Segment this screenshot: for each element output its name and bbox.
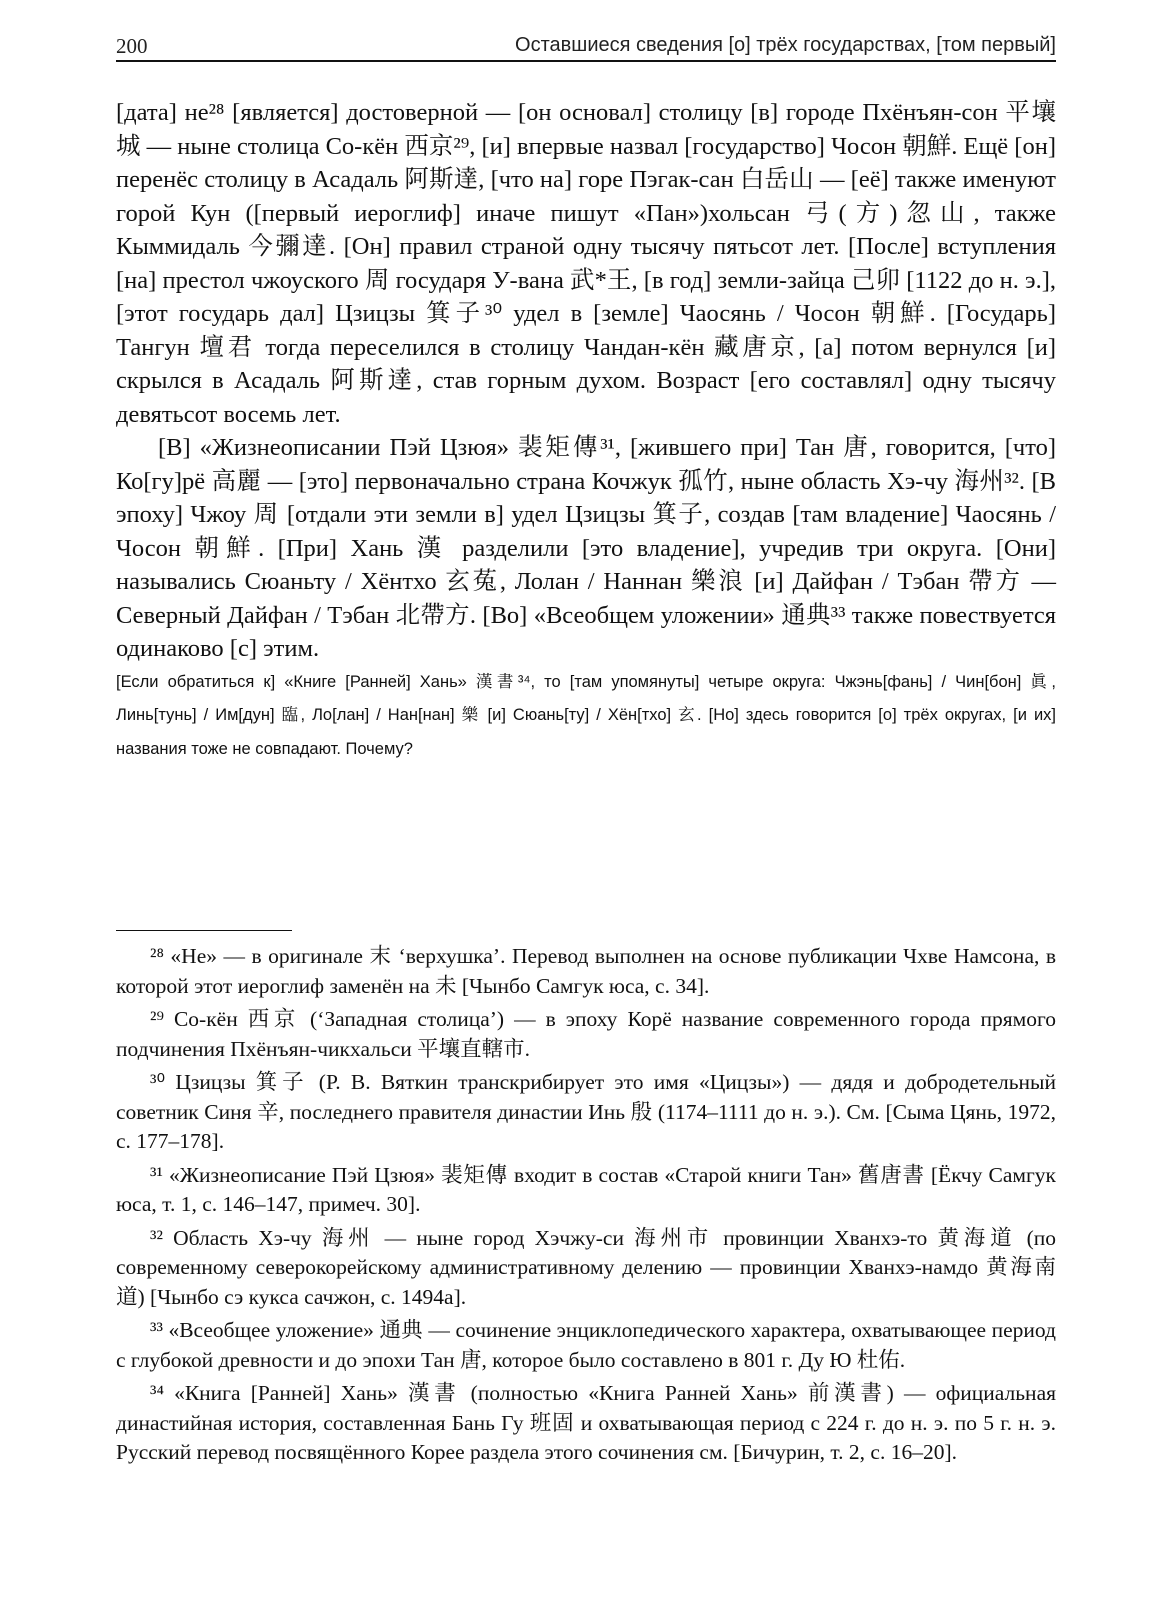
- main-text: [116, 96, 1056, 766]
- paragraph: [В] «Жизнеописании Пэй Цзюя» 裴矩傳³¹, [жившего при] Тан 唐, говорится, [что] Ко[гу]рё 高麗 — [это] первоначально страна Кочжук 孤竹, ныне область Хэ-чу 海州³². [В эпоху] Чжоу 周 [отдали эти земли в] удел Цзицзы 箕子, создав [там владение] Чаосянь / Чосон 朝鮮. [При] Хань 漢 разделили [это владение], учредив три округа. [Они] назывались Сюаньту / Хёнтхо 玄菟, Лолан / Наннан 樂浪 [и] Дайфан / Тэбан 帶方 — Северный Дайфан / Тэбан 北帶方. [Во] «Всеобщем уложении» 通典³³ также повествуется одинаково [с] этим.: [116, 434, 1056, 662]
- footnote-28: ²⁸ «Не» — в оригинале 末 ‘верхушка’. Перевод выполнен на основе публикации Чхве Намсона, в которой этот иероглиф заменён на 未 [Чынбо Самгук юса, с. 34].: [116, 944, 1056, 998]
- footnote-31: ³¹ «Жизнеописание Пэй Цзюя» 裴矩傳 входит в состав «Старой книги Тан» 舊唐書 [Ёкчу Самгук юса, т. 1, с. 146–147, примеч. 30].: [116, 1162, 1056, 1216]
- paragraph: [дата] не²⁸ [является] достоверной — [он основал] столицу [в] городе Пхёнъян-сон 平壤城 — ныне столица Со-кён 西京²⁹, [и] впервые назвал [государство] Чосон 朝鮮. Ещё [он] перенёс столицу в Асадаль 阿斯達, [что на] горе Пэгак-сан 白岳山 — [её] также именуют горой Кун ([первый иероглиф] иначе пишут «Пан»)хольсан 弓(方)忽山, также Кыммидаль 今彌達. [Он] правил страной одну тысячу пятьсот лет. [После] вступления [на] престол чжоуского 周 государя У-вана 武*王, [в год] земли-зайца 己卯 [1122 до н. э.], [этот государь дал] Цзицзы 箕子³⁰ удел в [земле] Чаосянь / Чосон 朝鮮. [Государь] Тангун 壇君 тогда переселился в столицу Чандан-кён 藏唐京, [а] потом вернулся [и] скрылся в Асадаль 阿斯達, став горным духом. Возраст [его составлял] одну тысячу девятьсот восемь лет.: [116, 99, 1056, 428]
- footnotes: [116, 942, 1056, 1472]
- footnote-32: ³² Область Хэ-чу 海州 — ныне город Хэчжу-си 海州市 провинции Хванхэ-то 黄海道 (по современному северокорейскому административному делению — провинции Хванхэ-намдо 黄海南道) [Чынбо сэ кукса сачжон, с. 1494а].: [116, 1225, 1056, 1309]
- footnote-30: ³⁰ Цзицзы 箕子 (Р. В. Вяткин транскрибирует это имя «Цицзы») — дядя и добродетельный советник Синя 辛, последнего правителя династии Инь 殷 (1174–1111 до н. э.). См. [Сыма Цянь, 1972, с. 177–178].: [116, 1070, 1056, 1153]
- footnote-rule: [116, 930, 292, 931]
- footnote-29: ²⁹ Со-кён 西京 (‘Западная столица’) — в эпоху Корё название современного города прямого подчинения Пхёнъян-чикхальси 平壤直轄市.: [116, 1007, 1056, 1061]
- running-title: Оставшиеся сведения [о] трёх государствах, [том первый]: [515, 34, 1056, 56]
- page-header: [116, 34, 1056, 62]
- page-number: 200: [116, 34, 148, 58]
- footnote-34: ³⁴ «Книга [Ранней] Хань» 漢書 (полностью «Книга Ранней Хань» 前漢書) — официальная династийная история, составленная Бань Гу 班固 и охватывающая период с 224 г. до н. э. по 5 г. н. э. Русский перевод посвящённого Корее раздела этого сочинения см. [Бичурин, т. 2, с. 16–20].: [116, 1381, 1056, 1464]
- small-print-note: [Если обратиться к] «Книге [Ранней] Хань» 漢書³⁴, то [там упомянуты] четыре округа: Чжэнь[фань] / Чин[бон] 眞, Линь[тунь] / Им[дун] 臨, Ло[лан] / Нан[нан] 樂 [и] Сюань[ту] / Хён[тхо] 玄. [Но] здесь говорится [о] трёх округах, [и их] названия тоже не совпадают. Почему?: [116, 672, 1056, 758]
- header-rule: [116, 60, 1056, 62]
- footnote-33: ³³ «Всеобщее уложение» 通典 — сочинение энциклопедического характера, охватывающее период с глубокой древности и до эпохи Тан 唐, которое было составлено в 801 г. Ду Ю 杜佑.: [116, 1318, 1056, 1372]
